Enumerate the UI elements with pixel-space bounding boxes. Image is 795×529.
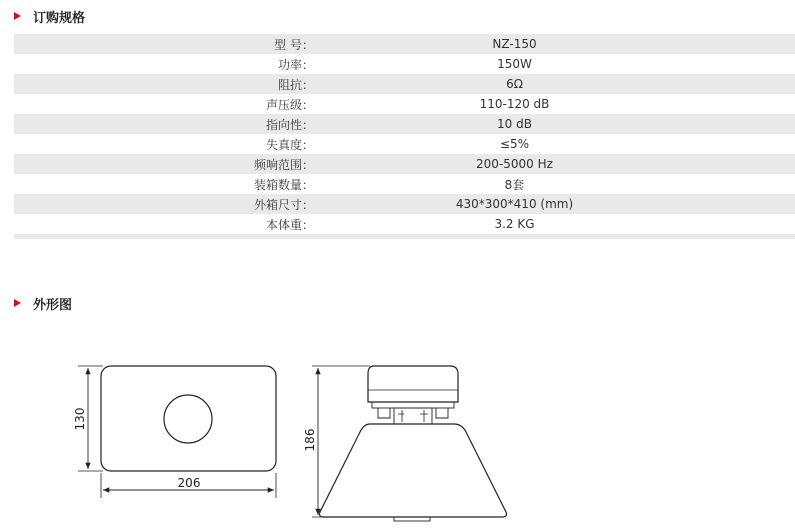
red-triangle-bullet-icon — [14, 12, 21, 20]
spec-row-directivity — [14, 114, 795, 134]
front-driver-circle — [164, 395, 212, 443]
driver-cap — [368, 366, 458, 402]
front-width-label: 206 — [177, 476, 201, 490]
side-view — [303, 366, 507, 521]
spec-value: NZ-150 — [492, 37, 537, 51]
spec-value: 200-5000 Hz — [476, 157, 553, 171]
spec-value: ≤5% — [499, 137, 530, 151]
mount-plate — [372, 402, 454, 408]
order-spec-header — [14, 6, 85, 26]
red-triangle-bullet-icon — [14, 299, 21, 307]
spec-row-spl — [14, 94, 795, 114]
spec-value: 6Ω — [506, 77, 523, 91]
horn-neck — [394, 408, 432, 424]
horn-body — [320, 424, 507, 517]
spec-row-weight — [14, 214, 795, 234]
front-view — [73, 366, 276, 498]
outline-header — [14, 293, 72, 313]
spec-row-box-size — [14, 194, 795, 214]
outline-drawing — [0, 340, 795, 529]
front-body-outline — [101, 366, 276, 471]
spec-row-packing-qty — [14, 174, 795, 194]
spec-label: 指向性： — [265, 117, 314, 132]
spec-label: 装箱数量： — [253, 177, 314, 192]
spec-row-power — [14, 54, 795, 74]
spec-row-frequency — [14, 154, 795, 174]
side-height-label: 186 — [303, 428, 317, 452]
spec-label: 频响范围： — [253, 157, 314, 172]
spec-table — [14, 34, 795, 234]
table-bottom-band — [14, 234, 795, 239]
spec-label: 功率： — [277, 57, 314, 72]
spec-label: 声压级： — [265, 97, 314, 112]
spec-value: 10 dB — [497, 117, 532, 131]
spec-value: 430*300*410 (mm) — [455, 197, 574, 211]
spec-row-impedance — [14, 74, 795, 94]
front-height-label: 130 — [73, 407, 87, 431]
spec-row-distortion — [14, 134, 795, 154]
spec-label: 阻抗： — [277, 77, 314, 92]
spec-label: 失真度： — [265, 137, 314, 152]
order-spec-title: 订购规格 — [33, 10, 86, 26]
spec-label: 外箱尺寸： — [253, 197, 314, 212]
spec-label: 本体重： — [265, 217, 314, 232]
outline-title: 外形图 — [33, 297, 73, 313]
spec-value: 110-120 dB — [479, 97, 550, 111]
spec-row-model — [14, 34, 795, 54]
spec-value: 3.2 KG — [494, 217, 535, 231]
spec-value: 150W — [497, 57, 532, 71]
spec-label: 型 号： — [274, 37, 314, 52]
spec-value: 8套 — [504, 177, 525, 192]
